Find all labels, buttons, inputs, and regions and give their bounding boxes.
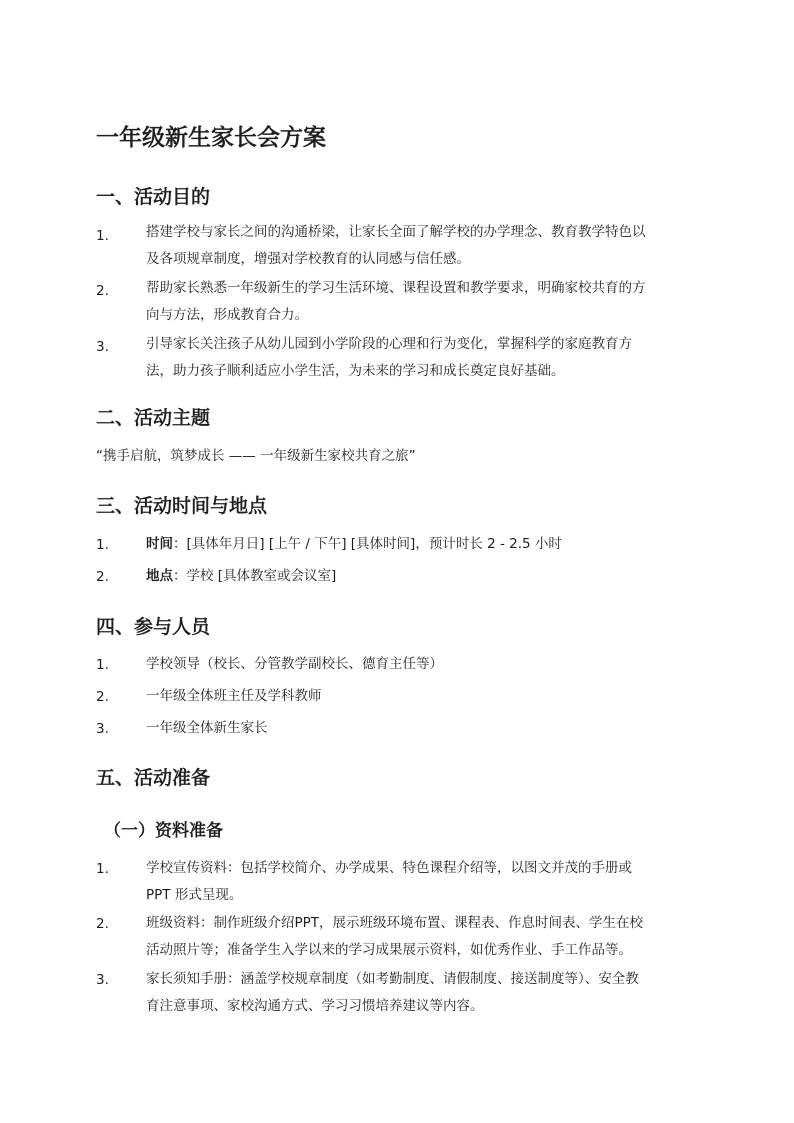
list-item: 一年级全体新生家长 [146, 720, 268, 736]
list-number: 1. [96, 657, 109, 673]
list-item: 一年级全体班主任及学科教师 [146, 688, 322, 704]
list-item-time [146, 531, 562, 558]
list-item [146, 331, 632, 385]
list-item-line: 家长须知手册：涵盖学校规章制度（如考勤制度、请假制度、接送制度等）、安全教 [146, 971, 639, 987]
list-item-line: 引导家长关注孩子从幼儿园到小学阶段的心理和行为变化，掌握科学的家庭教育方 [146, 336, 632, 352]
list-item [146, 855, 632, 909]
subsection-heading-materials: （一）资料准备 [104, 821, 223, 841]
place-value: ：学校 [具体教室或会议室] [173, 568, 337, 584]
section-heading-participants: 四、参与人员 [96, 616, 211, 638]
theme-text: “携手启航，筑梦成长 —— 一年级新生家校共育之旅” [96, 448, 416, 464]
list-item-line: 向与方法，形成教育合力。 [146, 307, 308, 323]
section-heading-preparation: 五、活动准备 [96, 767, 211, 789]
list-number: 2. [96, 569, 109, 585]
list-number: 2. [96, 283, 109, 299]
list-number: 3. [96, 721, 109, 737]
list-item-line: 法，助力孩子顺利适应小学生活，为未来的学习和成长奠定良好基础。 [146, 363, 565, 379]
list-item [146, 910, 643, 964]
list-item-line: 活动照片等；准备学生入学以来的学习成果展示资料，如优秀作业、手工作品等。 [146, 942, 632, 958]
section-heading-purpose: 一、活动目的 [96, 186, 211, 208]
list-number: 1. [96, 861, 109, 877]
list-item-line: 搭建学校与家长之间的沟通桥梁，让家长全面了解学校的办学理念、教育教学特色以 [146, 224, 646, 240]
time-value: ：[具体年月日] [上午 / 下午] [具体时间]，预计时长 2 - 2.5 小时 [173, 536, 562, 552]
list-item [146, 219, 646, 273]
page-title: 一年级新生家长会方案 [96, 125, 326, 151]
time-label: 时间 [146, 536, 173, 552]
list-item [146, 275, 646, 329]
place-label: 地点 [146, 568, 173, 584]
list-number: 2. [96, 689, 109, 705]
list-item [146, 966, 639, 1020]
list-item-place [146, 563, 336, 590]
list-item-line: 学校宣传资料：包括学校简介、办学成果、特色课程介绍等，以图文并茂的手册或 [146, 860, 632, 876]
list-item-line: 育注意事项、家校沟通方式、学习习惯培养建议等内容。 [146, 998, 484, 1014]
list-number: 3. [96, 972, 109, 988]
section-heading-theme: 二、活动主题 [96, 407, 211, 429]
list-item-line: 及各项规章制度，增强对学校教育的认同感与信任感。 [146, 251, 470, 267]
list-item-line: 帮助家长熟悉一年级新生的学习生活环境、课程设置和教学要求，明确家校共育的方 [146, 280, 646, 296]
list-number: 2. [96, 916, 109, 932]
list-number: 1. [96, 537, 109, 553]
list-item: 学校领导（校长、分管教学副校长、德育主任等） [146, 656, 443, 672]
list-item-line: 班级资料：制作班级介绍PPT，展示班级环境布置、课程表、作息时间表、学生在校 [146, 915, 644, 931]
section-heading-time-place: 三、活动时间与地点 [96, 495, 268, 517]
list-number: 1. [96, 228, 109, 244]
list-number: 3. [96, 339, 109, 355]
list-item-line: PPT 形式呈现。 [146, 887, 243, 903]
